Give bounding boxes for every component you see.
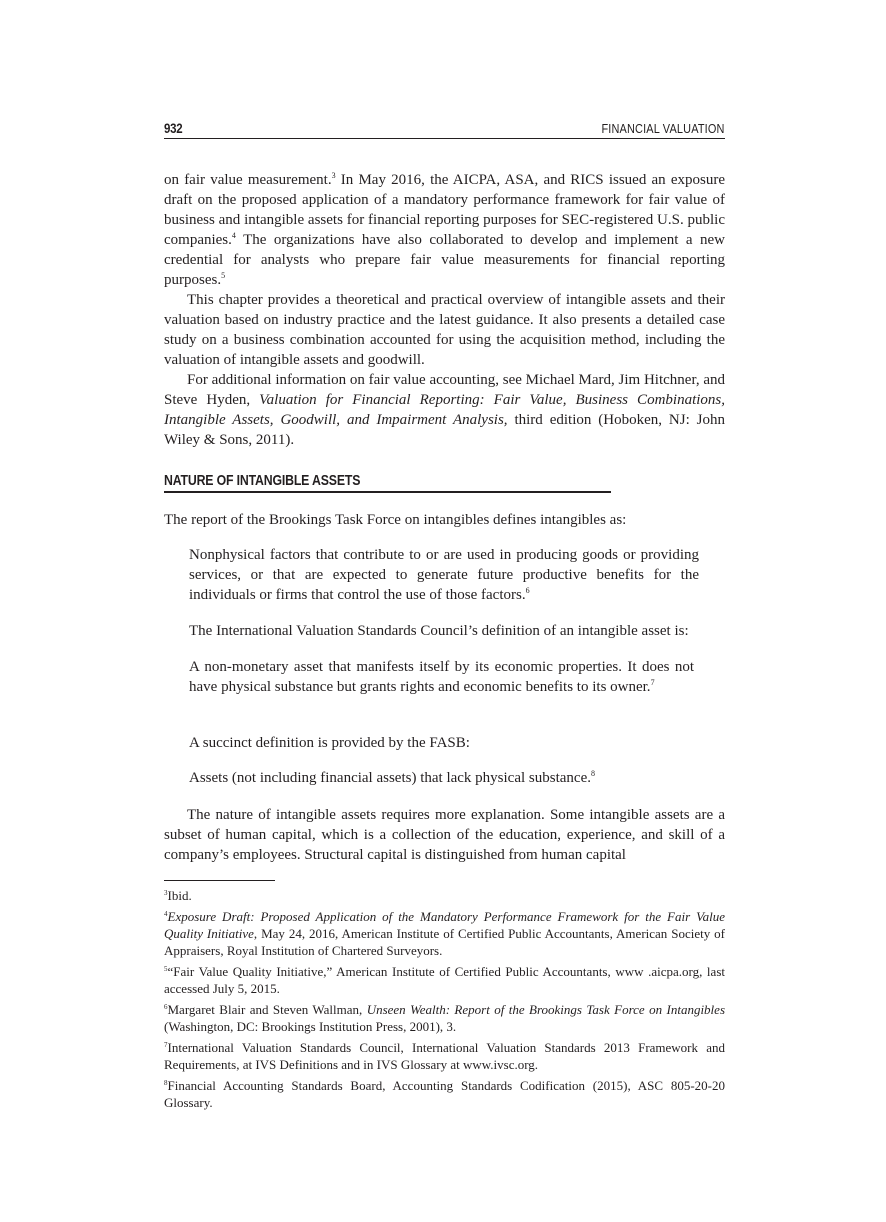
footnote-8: [164, 1077, 725, 1111]
quote-brookings: [164, 545, 725, 605]
footnote-title: Unseen Wealth: Report of the Brookings Task Force on Intangibles: [366, 1002, 726, 1017]
page-number: 932: [164, 120, 183, 136]
paragraph-additional-info: [164, 370, 725, 450]
quote-text: Nonphysical factors that contribute to or are used in producing goods or providing services, or that are expected to generate future productive benefits for the individuals or firms that control the use of those factors.: [189, 547, 699, 603]
footnote-7: [164, 1039, 725, 1073]
ivsc-intro: [164, 621, 725, 641]
quote-text: A non-monetary asset that manifests itself by its economic properties. It does not have physical substance but grants rights and economic benefits to its owner.: [189, 659, 694, 695]
footnote-6: [164, 1001, 725, 1035]
footnote-text: Ibid.: [167, 888, 192, 903]
paragraph-text: on fair value measurement.: [164, 172, 332, 188]
fasb-intro: [164, 733, 725, 753]
footnote-number: 4: [164, 910, 168, 918]
footnote-ref-6[interactable]: 6: [525, 586, 530, 595]
running-head: [164, 120, 725, 139]
quote-ivsc: [164, 657, 725, 697]
footnote-number: 5: [164, 965, 168, 973]
footnotes: [164, 887, 725, 1115]
quote-fasb: [164, 768, 725, 788]
paragraph-chapter-overview: This chapter provides a theoretical and practical overview of intangible assets and their valuation based on industry practice and the latest guidance. It also presents a detailed case study on a business combination accounted for using the acquisition method, including the valuation of intangible assets and goodwill.: [164, 292, 725, 368]
section-heading: [164, 472, 611, 493]
intro-text: The report of the Brookings Task Force on intangibles defines intangibles as:: [164, 512, 627, 528]
footnote-ref-4[interactable]: 4: [231, 231, 236, 240]
running-title: FINANCIAL VALUATION: [601, 121, 725, 136]
footnote-number: 7: [164, 1041, 168, 1049]
footnote-ref-3[interactable]: 3: [331, 171, 336, 180]
footnote-number: 3: [164, 889, 168, 897]
footnote-3: [164, 887, 725, 904]
paragraph-text: third edition (Hoboken, NJ: John Wiley & Sons, 2011).: [164, 412, 725, 448]
fasb-intro-text: A succinct definition is provided by the FASB:: [189, 735, 470, 751]
paragraph-text: In May 2016, the AICPA, ASA, and RICS issued an exposure draft on the proposed application of a mandatory performance framework for fair value of business and intangible assets for financial reporting purposes for SEC-registered U.S. public companies.: [164, 172, 725, 248]
footnote-divider: [164, 880, 275, 881]
footnote-ref-5[interactable]: 5: [221, 271, 226, 280]
paragraph-text: The organizations have also collaborated to develop and implement a new credential for analysts who prepare fair value measurements for financial reporting purposes.: [164, 232, 725, 288]
closing-text: The nature of intangible assets requires more explanation. Some intangible assets are a subset of human capital, which is a collection of the education, experience, and skill of a company’s employees. Structural capital is distinguished from human capital: [164, 807, 725, 863]
paragraph-text: For additional information on fair value accounting, see Michael Mard, Jim Hitchner, and Steve Hyden,: [164, 372, 725, 408]
footnote-5: [164, 963, 725, 997]
section-heading-text: NATURE OF INTANGIBLE ASSETS: [164, 472, 361, 489]
footnote-text: Margaret Blair and Steven Wallman,: [167, 1002, 367, 1017]
footnote-ref-7[interactable]: 7: [650, 678, 655, 687]
paragraph-fair-value: [164, 170, 725, 290]
footnote-number: 8: [164, 1079, 168, 1087]
footnote-4: [164, 908, 725, 959]
footnote-ref-8[interactable]: 8: [590, 769, 595, 778]
footnote-text: International Valuation Standards Council, International Valuation Standards 2013 Framework and Requirements, at IVS Definitions and in IVS Glossary at www.ivsc.org.: [164, 1040, 725, 1072]
closing-paragraph: [164, 805, 725, 865]
footnote-text: “Fair Value Quality Initiative,” American Institute of Certified Public Accountants, www .aicpa.org, last accessed July 5, 2015.: [164, 964, 725, 996]
section-intro: [164, 510, 725, 530]
footnote-text: , May 24, 2016, American Institute of Certified Public Accountants, American Society of Appraisers, Royal Institution of Chartered Surveyors.: [164, 926, 725, 958]
footnote-text: Financial Accounting Standards Board, Accounting Standards Codification (2015), ASC 805-20-20 Glossary.: [164, 1078, 725, 1110]
footnote-text: (Washington, DC: Brookings Institution Press, 2001), 3.: [164, 1019, 457, 1034]
ivsc-intro-text: The International Valuation Standards Council’s definition of an intangible asset is:: [189, 623, 689, 639]
quote-text: Assets (not including financial assets) that lack physical substance.: [189, 770, 591, 786]
footnote-number: 6: [164, 1003, 168, 1011]
footnote-title: Exposure Draft: Proposed Application of the Mandatory Performance Framework for the Fair Value Quality Initiative: [164, 909, 725, 941]
body-text: [164, 170, 725, 450]
book-title: Valuation for Financial Reporting: Fair Value, Business Combinations, Intangible Assets, Goodwill, and Impairment Analysis,: [164, 392, 725, 428]
